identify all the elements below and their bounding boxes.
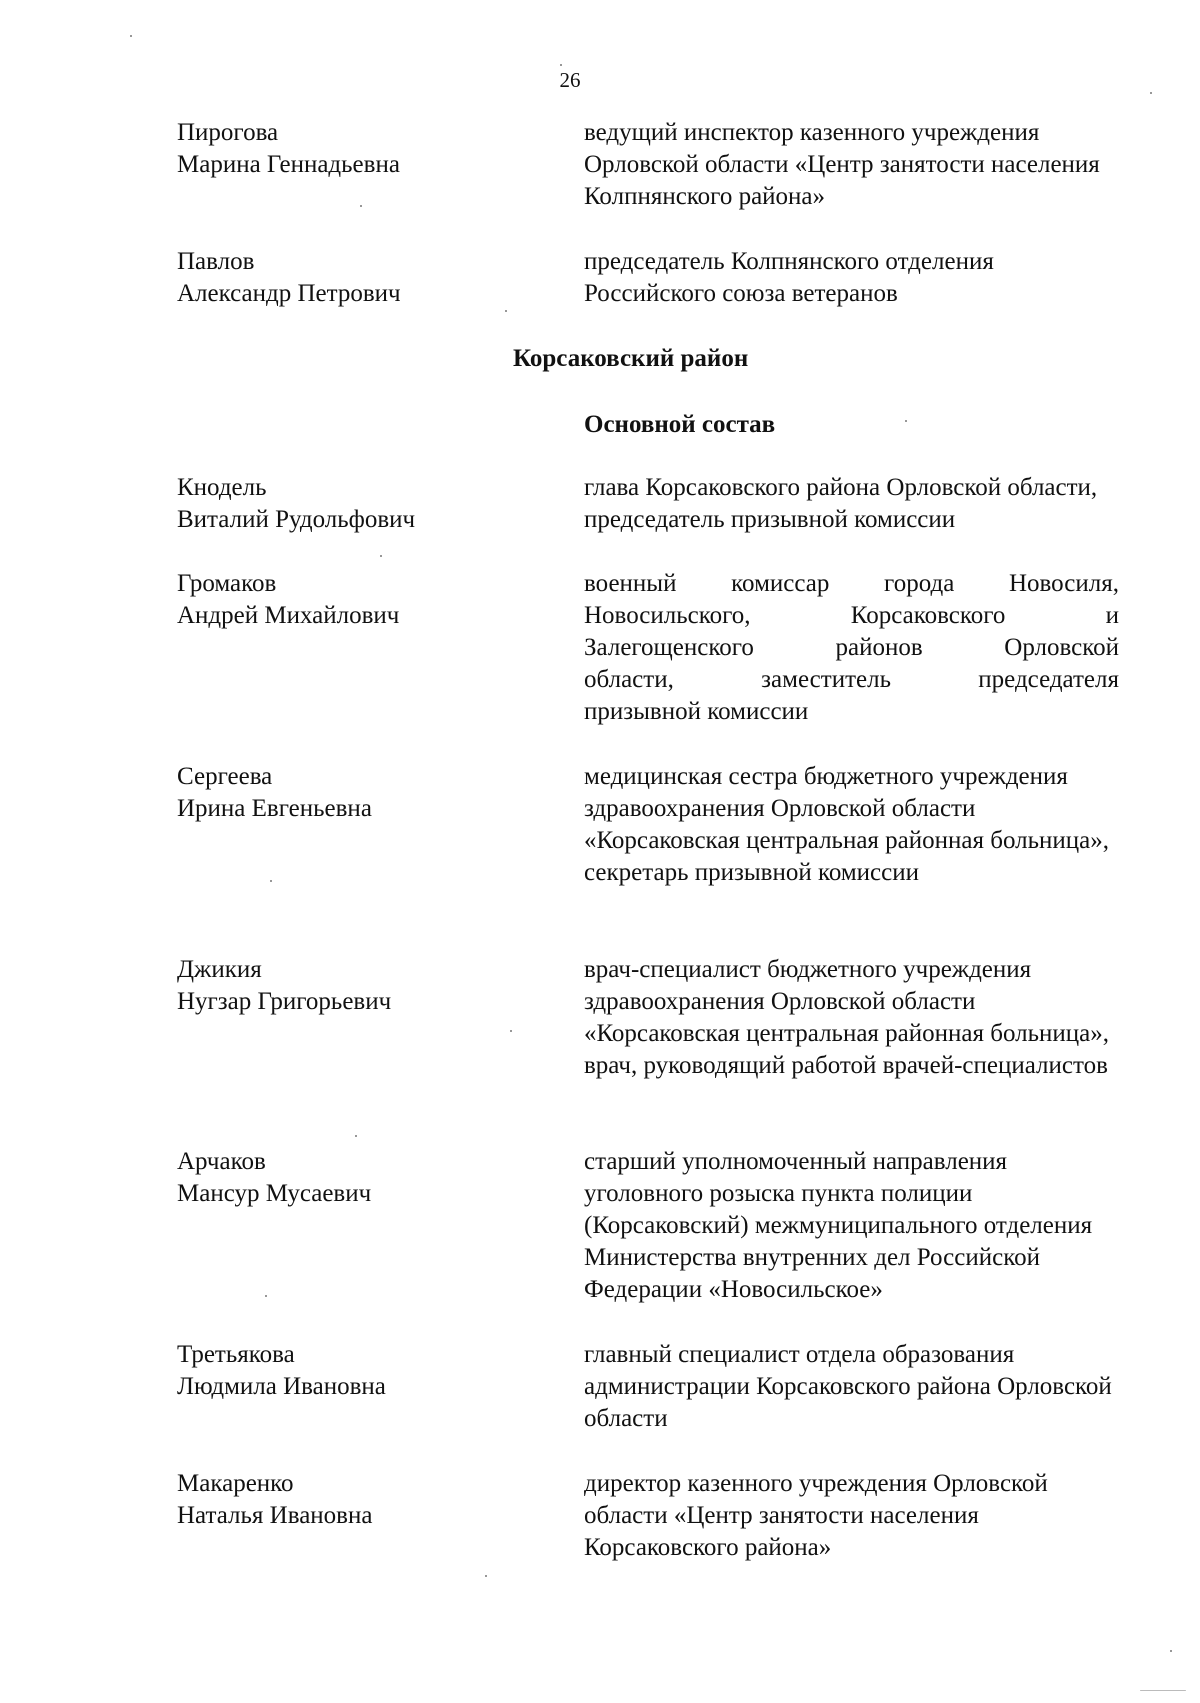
page-number: 26 bbox=[559, 68, 581, 92]
scan-speck bbox=[905, 420, 907, 422]
member-surname: Павлов bbox=[177, 248, 255, 275]
scan-speck bbox=[560, 64, 562, 66]
scan-speck bbox=[130, 35, 132, 37]
member-position: старший уполномоченный направления уголовного розыска пункта полиции (Корсаковский) межмуниципального отделения Министерства внутренних дел Российской Федерации «Новосильское» bbox=[584, 1148, 1093, 1303]
member-position: медицинская сестра бюджетного учреждения здравоохранения Орловской области «Корсаковская центральная районная больница», секретарь призывной комиссии bbox=[584, 763, 1109, 886]
scan-speck bbox=[1150, 92, 1152, 94]
scan-speck bbox=[360, 205, 362, 207]
member-position: врач-специалист бюджетного учреждения здравоохранения Орловской области «Корсаковская центральная районная больница», врач, руководящий работой врачей-специалистов bbox=[584, 956, 1109, 1079]
member-position: глава Корсаковского района Орловской области, председатель призывной комиссии bbox=[584, 474, 1098, 533]
member-name bbox=[177, 1146, 557, 1210]
member-surname: Джикия bbox=[177, 956, 262, 983]
member-position-line: области, заместитель председателя bbox=[584, 666, 1119, 693]
member-surname: Громаков bbox=[177, 570, 277, 597]
scan-speck bbox=[1140, 1690, 1186, 1691]
member-name bbox=[177, 1468, 557, 1532]
scan-speck bbox=[505, 310, 507, 312]
member-name bbox=[177, 954, 557, 1018]
member-surname: Третьякова bbox=[177, 1341, 295, 1368]
member-given-names: Наталья Ивановна bbox=[177, 1502, 373, 1529]
scan-speck bbox=[510, 1030, 512, 1032]
member-surname: Макаренко bbox=[177, 1470, 294, 1497]
member-name bbox=[177, 1339, 557, 1403]
member-given-names: Мансур Мусаевич bbox=[177, 1180, 372, 1207]
member-given-names: Александр Петрович bbox=[177, 280, 401, 307]
member-name bbox=[177, 246, 557, 310]
member-given-names: Людмила Ивановна bbox=[177, 1373, 386, 1400]
scan-speck bbox=[355, 1135, 357, 1137]
scan-speck bbox=[265, 1295, 267, 1297]
composition-title: Основной состав bbox=[584, 411, 776, 438]
scan-speck bbox=[380, 555, 382, 557]
member-position: директор казенного учреждения Орловской области «Центр занятости населения Корсаковского района» bbox=[584, 1470, 1048, 1561]
member-position: ведущий инспектор казенного учреждения Орловской области «Центр занятости населения Колпнянского района» bbox=[584, 119, 1100, 210]
member-given-names: Виталий Рудольфович bbox=[177, 506, 416, 533]
member-name bbox=[177, 472, 557, 536]
member-position: председатель Колпнянского отделения Российского союза ветеранов bbox=[584, 248, 994, 307]
district-title: Корсаковский район bbox=[513, 345, 749, 372]
member-name bbox=[177, 117, 557, 181]
member-position bbox=[584, 568, 1119, 728]
member-position: главный специалист отдела образования администрации Корсаковского района Орловской области bbox=[584, 1341, 1112, 1432]
scan-speck bbox=[270, 880, 272, 882]
member-position-line: призывной комиссии bbox=[584, 698, 809, 725]
member-position-line: военный комиссар города Новосиля, bbox=[584, 570, 1119, 597]
member-surname: Сергеева bbox=[177, 763, 273, 790]
member-given-names: Марина Геннадьевна bbox=[177, 151, 400, 178]
member-surname: Пирогова bbox=[177, 119, 279, 146]
member-given-names: Ирина Евгеньевна bbox=[177, 795, 372, 822]
member-position-line: Новосильского, Корсаковского и bbox=[584, 602, 1119, 629]
member-surname: Арчаков bbox=[177, 1148, 266, 1175]
member-position-line: Залегощенского районов Орловской bbox=[584, 634, 1119, 661]
member-given-names: Нугзар Григорьевич bbox=[177, 988, 392, 1015]
member-name bbox=[177, 568, 557, 632]
member-name bbox=[177, 761, 557, 825]
member-surname: Кнодель bbox=[177, 474, 267, 501]
scan-speck bbox=[1170, 1650, 1172, 1652]
scan-speck bbox=[485, 1575, 487, 1577]
member-given-names: Андрей Михайлович bbox=[177, 602, 400, 629]
